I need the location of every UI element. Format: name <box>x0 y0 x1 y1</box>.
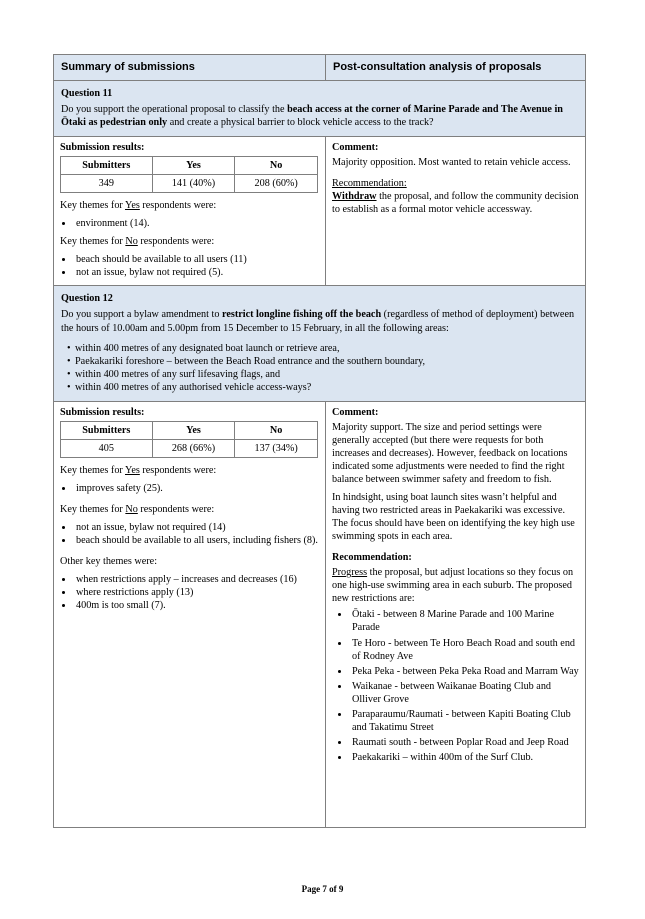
col-no: No <box>235 421 318 439</box>
list-item: • where restrictions apply (13) <box>74 586 319 599</box>
list-item: • not an issue, bylaw not required (14) <box>74 521 319 534</box>
no-themes-label: Key themes for No respondents were: <box>60 236 215 248</box>
col-submitters: Submitters <box>61 157 153 175</box>
submission-results-label: Submission results: <box>60 142 145 154</box>
question-12-body <box>54 402 585 827</box>
list-item: • within 400 metres of any designated boat launch or retrieve area, <box>65 342 578 355</box>
col-submitters: Submitters <box>61 421 153 439</box>
list-item: • Peka Peka - between Peka Peka Road and Marram Way <box>350 665 579 678</box>
comment-text: Majority support. The size and period settings were generally accepted (but there were requests for both increases and decreases). However, feedback on locations indicated some adjustments were needed to find the right balance between swimmer safety and freedom to fish. <box>332 421 568 485</box>
question-12-areas <box>61 342 578 394</box>
recommendation-label: Recommendation: <box>332 552 412 564</box>
list-item: • beach should be available to all users (11) <box>74 253 319 266</box>
question-12-row <box>54 286 585 401</box>
question-11-text: Do you support the operational proposal to classify the beach access at the corner of Marine Parade and The Avenue in Ōtaki as pedestrian only and create a physical barrier to block vehicle access to the track? <box>61 104 563 129</box>
restrictions-list <box>332 608 579 764</box>
value-yes: 141 (40%) <box>152 175 235 193</box>
list-item: • beach should be available to all users, including fishers (8). <box>74 534 319 547</box>
col-yes: Yes <box>152 157 235 175</box>
list-item: • Ōtaki - between 8 Marine Parade and 100 Marine Parade <box>350 608 579 634</box>
value-no: 137 (34%) <box>235 439 318 457</box>
header-analysis: Post-consultation analysis of proposals <box>333 61 542 74</box>
list-item: • within 400 metres of any surf lifesaving flags, and <box>65 368 578 381</box>
value-no: 208 (60%) <box>235 175 318 193</box>
table-header-row <box>54 55 585 81</box>
recommendation-text: Progress the proposal, but adjust locations so they focus on one high-use swimming area in each suburb. The proposed new restrictions are: <box>332 567 574 605</box>
question-11-analysis <box>326 137 585 285</box>
question-12-title: Question 12 <box>61 293 113 305</box>
col-no: No <box>235 157 318 175</box>
recommendation-text: Withdraw the proposal, and follow the community decision to establish as a formal motor vehicle accessway. <box>332 191 579 216</box>
question-12-analysis <box>326 402 585 827</box>
list-item: • Raumati south - between Poplar Road and Jeep Road <box>350 736 579 749</box>
other-themes-label: Other key themes were: <box>60 556 158 568</box>
col-yes: Yes <box>152 421 235 439</box>
question-12-summary <box>54 402 326 827</box>
comment-text: Majority opposition. Most wanted to retain vehicle access. <box>332 157 571 169</box>
results-table <box>60 421 318 458</box>
comment-text-2: In hindsight, using boat launch sites wasn’t helpful and having two restricted areas in Paekakariki was excessive. The focus should have been on identifying the key high use swimming spots in each area. <box>332 492 575 543</box>
yes-themes-list <box>60 482 319 495</box>
value-submitters: 405 <box>61 439 153 457</box>
list-item: • not an issue, bylaw not required (5). <box>74 266 319 279</box>
question-11-body <box>54 137 585 286</box>
comment-label: Comment: <box>332 406 379 418</box>
list-item: • Paekakariki – within 400m of the Surf Club. <box>350 751 579 764</box>
value-submitters: 349 <box>61 175 153 193</box>
list-item: • Waikanae - between Waikanae Boating Club and Olliver Grove <box>350 680 579 706</box>
comment-label: Comment: <box>332 142 379 154</box>
header-summary: Summary of submissions <box>54 55 326 80</box>
list-item: • within 400 metres of any authorised vehicle access-ways? <box>65 381 578 394</box>
other-themes-list <box>60 573 319 612</box>
yes-themes-list <box>60 217 319 230</box>
question-11-summary <box>54 137 326 285</box>
results-table <box>60 156 318 193</box>
submission-results-label: Submission results: <box>60 406 145 418</box>
question-11-row <box>54 81 585 137</box>
question-11-title: Question 11 <box>61 88 113 99</box>
no-themes-list <box>60 521 319 547</box>
list-item: • Te Horo - between Te Horo Beach Road and south end of Rodney Ave <box>350 637 579 663</box>
recommendation-label: Recommendation: <box>332 178 407 190</box>
page-number: Page 7 of 9 <box>301 884 344 894</box>
list-item: • Paraparaumu/Raumati - between Kapiti Boating Club and Takatimu Street <box>350 708 579 734</box>
no-themes-label: Key themes for No respondents were: <box>60 503 215 515</box>
list-item: • Paekakariki foreshore – between the Beach Road entrance and the southern boundary, <box>65 355 578 368</box>
question-12-text: Do you support a bylaw amendment to restrict longline fishing off the beach (regardless of method of deployment) between the hours of 10.00am and 5.00pm from 15 December to 15 February, in all the following areas: <box>61 309 575 334</box>
list-item: • improves safety (25). <box>74 482 319 495</box>
yes-themes-label: Key themes for Yes respondents were: <box>60 200 217 212</box>
list-item: • environment (14). <box>74 217 319 230</box>
no-themes-list <box>60 253 319 279</box>
value-yes: 268 (66%) <box>152 439 235 457</box>
consultation-table <box>53 54 586 828</box>
list-item: • 400m is too small (7). <box>74 599 319 612</box>
yes-themes-label: Key themes for Yes respondents were: <box>60 464 217 476</box>
list-item: • when restrictions apply – increases and decreases (16) <box>74 573 319 586</box>
